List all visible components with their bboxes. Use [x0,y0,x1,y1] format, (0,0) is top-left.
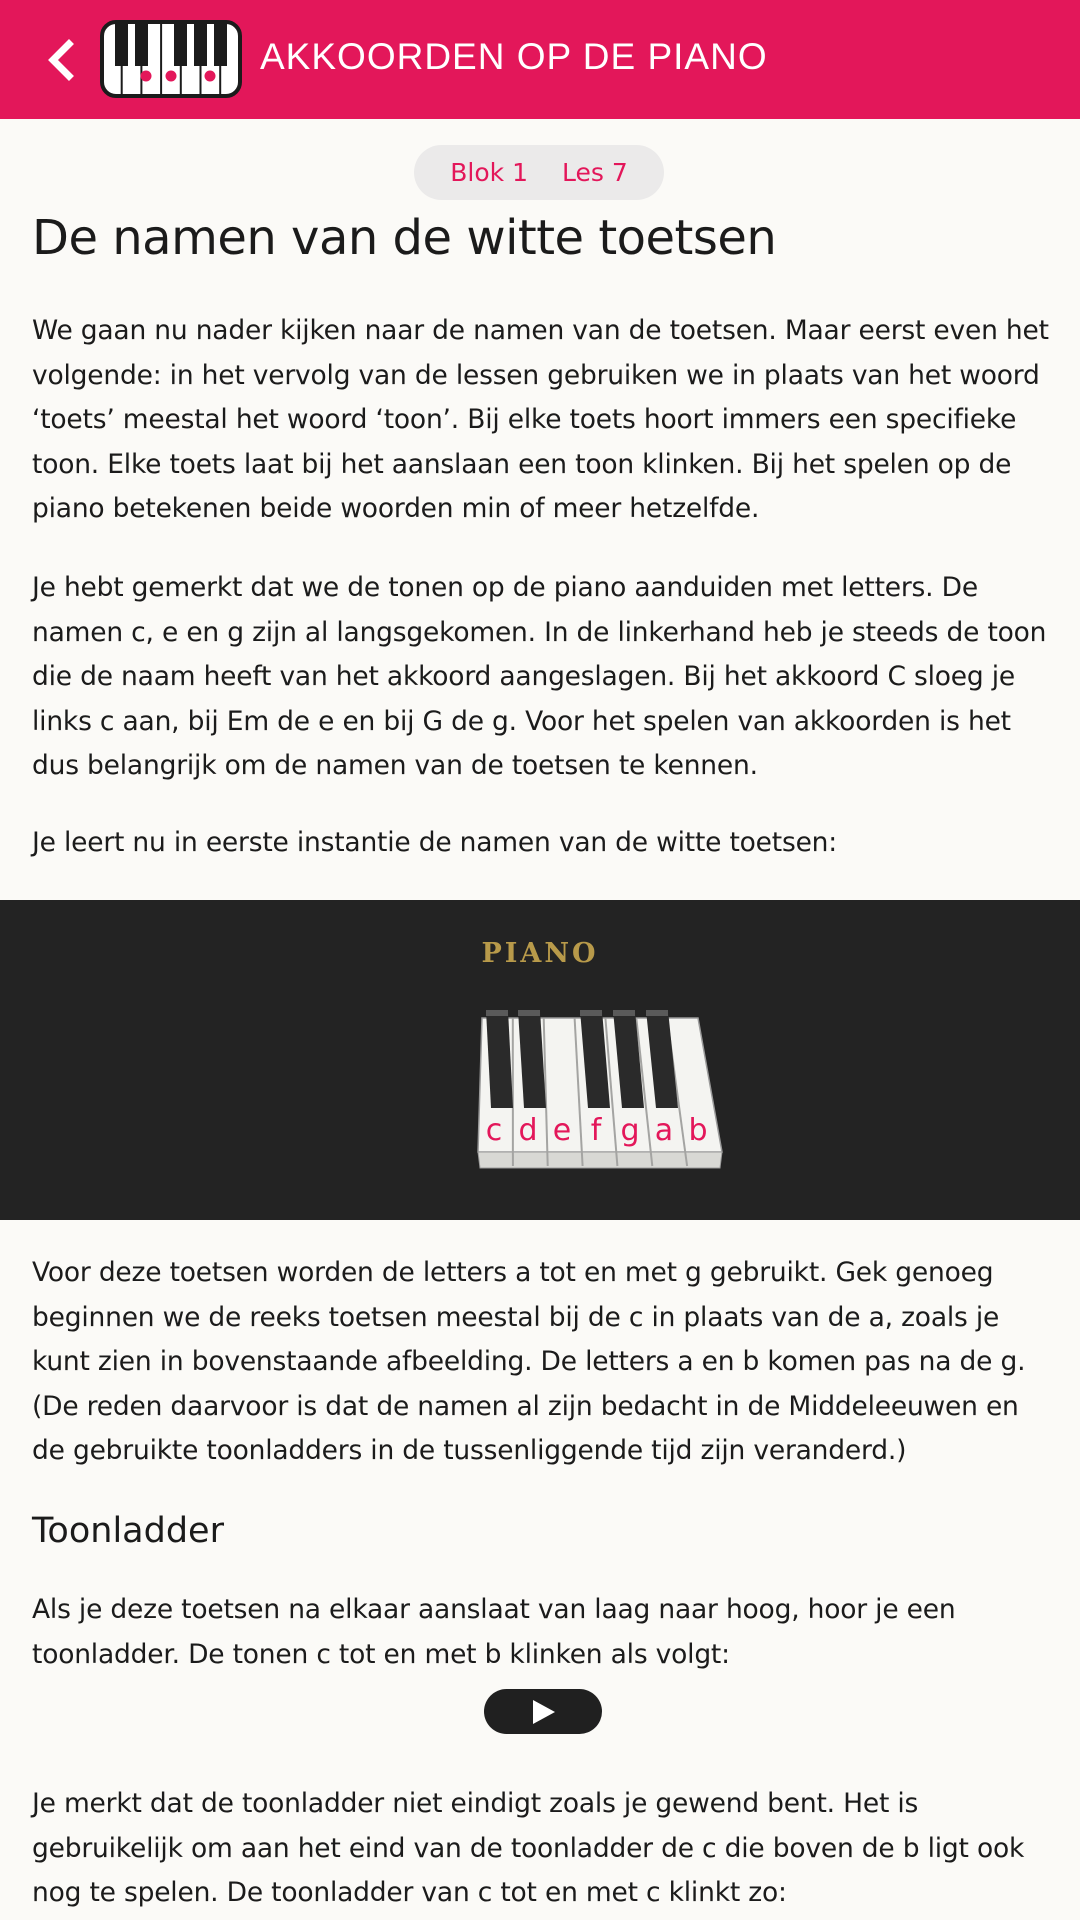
paragraph-scale: Als je deze toetsen na elkaar aanslaat van laag naar hoog, hoor je een toonladder. De tonen c tot en met b klinken als volgt: [32,1594,956,1670]
piano-keys-icon [100,20,242,98]
breadcrumb-block[interactable]: Blok 1 [450,158,528,187]
paragraph-letters: Je hebt gemerkt dat we de tonen op de piano aanduiden met letters. De namen c, e en g zijn al langsgekomen. In de linkerhand heb je steeds de toon die de naam heeft van het akkoord aangeslagen. Bij het akkoord C sloeg je links c aan, bij Em de e en bij G de g. Voor het spelen van akkoorden is het dus belangrijk om de namen van de toetsen te kennen. [32,572,1047,781]
breadcrumb-lesson: Les 7 [561,158,628,187]
page-title: De namen van de witte toetsen [32,210,777,266]
illustration-title: PIANO [481,938,599,969]
back-button[interactable] [30,30,90,90]
app-header [0,0,1080,119]
key-label-d: d [518,1113,538,1148]
key-label-b: b [688,1113,708,1148]
key-label-e: e [552,1113,572,1148]
app-title: AKKOORDEN OP DE PIANO [260,36,768,77]
paragraph-intro: We gaan nu nader kijken naar de namen van de toetsen. Maar eerst even het volgende: in het vervolg van de lessen gebruiken we in plaats van het woord ‘toets’ meestal het woord ‘toon’. Bij elke toets hoort immers een specifieke toon. Elke toets laat bij het aanslaan een toon klinken. Bij het spelen op de piano betekenen beide woorden min of meer hetzelfde. [32,315,1049,524]
key-label-g: g [620,1113,640,1148]
chevron-left-icon [43,38,77,82]
breadcrumb [414,145,664,200]
key-label-c: c [485,1113,503,1148]
key-label-a: a [654,1113,674,1148]
play-icon [530,1699,556,1725]
paragraph-a-to-g: Voor deze toetsen worden de letters a tot en met g gebruikt. Gek genoeg beginnen we de reeks toetsen meestal bij de c in plaats van de a, zoals je kunt zien in bovenstaande afbeelding. De letters a en b komen pas na de g. (De reden daarvoor is dat de namen al zijn bedacht in de Middeleeuwen en de gebruikte toonladders in de tussenliggende tijd zijn veranderd.) [32,1257,1026,1466]
key-label-f: f [590,1113,602,1148]
keyboard-graphic [470,1000,730,1180]
paragraph-scale-ending: Je merkt dat de toonladder niet eindigt zoals je gewend bent. Het is gebruikelijk om aan het eind van de toonladder de c die boven de b ligt ook nog te spelen. De toonladder van c tot en met c klinkt zo: [32,1788,1025,1908]
paragraph-white-keys: Je leert nu in eerste instantie de namen van de witte toetsen: [32,827,837,858]
play-scale-button[interactable] [484,1689,602,1734]
section-heading-toonladder: Toonladder [32,1511,224,1551]
